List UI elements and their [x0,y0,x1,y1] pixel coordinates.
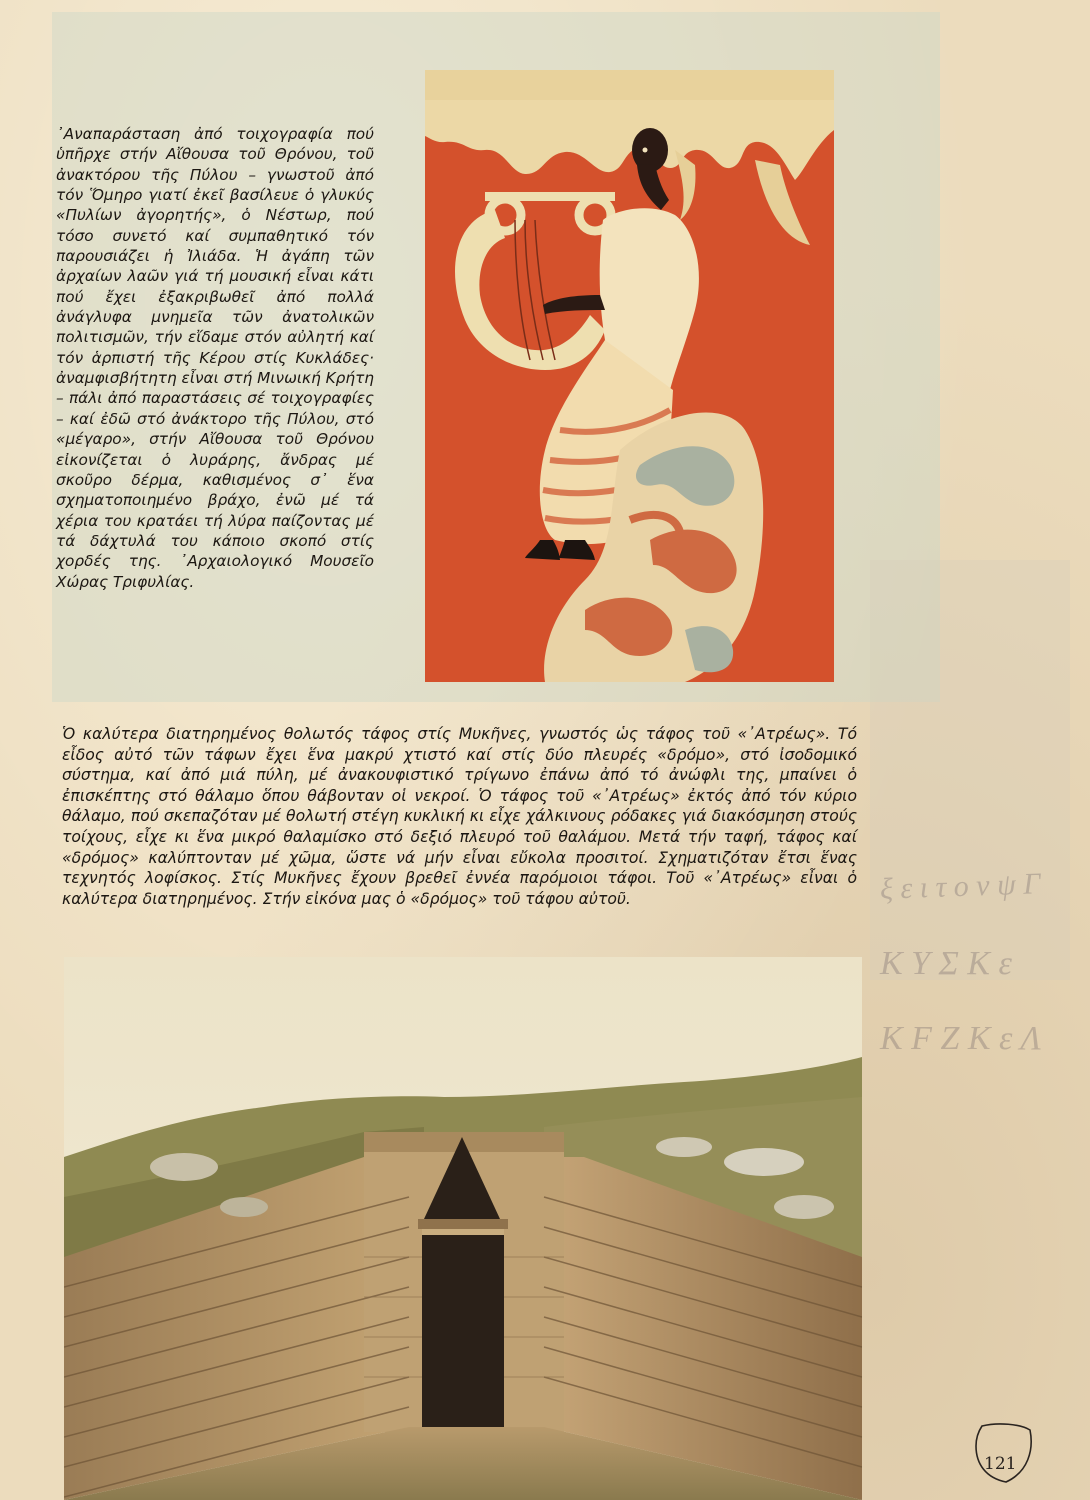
fresco-caption: ᾿Αναπαράσταση ἀπό τοιχογραφία πού ὑπῆρχε στήν Αἴθουσα τοῦ Θρόνου, τοῦ ἀνακτόρου τῆς Πύλου – γνωστοῦ ἀπό τόν Ὅμηρο γιατί ἐκεῖ βασίλευε ὁ γλυκύς «Πυλίων ἀγορητής», ὁ Νέστωρ, πού τόσο συνετό καί συμπαθητικό τόν παρουσιάζει ἡ Ἰλιάδα. Ἡ ἀγάπη τῶν ἀρχαίων λαῶν γιά τή μουσική εἶναι κάτι πού ἔχει ἐξακριβωθεῖ ἀπό πολλά ἀνάγλυφα μνημεῖα τῶν ἀνατολικῶν πολιτισμῶν, τήν εἴδαμε στόν αὐλητή καί τόν ἁρπιστή τῆς Κέρου στίς Κυκλάδες· ἀναμφισβήτητη εἶναι στή Μινωική Κρήτη – πάλι ἀπό παραστάσεις σέ τοιχογραφίες – καί ἐδῶ στό ἀνάκτορο τῆς Πύλου, στό «μέγαρο», στήν Αἴθουσα τοῦ Θρόνου εἰκονίζεται ὁ λυράρης, ἄνδρας μέ σκοῦρο δέρμα, καθισμένος σ᾿ ἕνα σχηματοποιημένο βράχο, ἐνῶ μέ τά χέρια του κρατάει τή λύρα παίζοντας μέ τά δάχτυλά του κάποιο σκοπό στίς χορδές της. ᾿Αρχαιολογικό Μουσεῖο Χώρας Τριφυλίας. [56,125,374,591]
show-through-scribble-2: K Y Σ Κ ε [880,945,1012,982]
page-number: 121 [984,1454,1017,1474]
lyre-player-fresco-image [425,70,834,682]
show-through-scribble-3: K F Z K ε Λ [880,1020,1041,1057]
shield-icon [968,1420,1038,1486]
treasury-of-atreus-dromos-photo [64,957,862,1500]
background-bleed-panel-right [870,560,1070,980]
show-through-scribble: ξ ε ι τ ο ν ψ Γ [879,867,1041,906]
page-number-badge [968,1420,1038,1486]
tomb-caption: Ὁ καλύτερα διατηρημένος θολωτός τάφος στίς Μυκῆνες, γνωστός ὡς τάφος τοῦ «᾿Ατρέως». Τό εἶδος αὐτό τῶν τάφων ἔχει ἕνα μακρύ χτιστό καί στίς δύο πλευρές «δρόμο», στό ἰσοδομικό σύστημα, καί ἀπό μιά πύλη, μέ ἀνακουφιστικό τρίγωνο ἐπάνω ἀπό τό ἀνώφλι της, μπαίνει ὁ ἐπισκέπτης στό θάλαμο ὅπου θάβονταν οἱ νεκροί. Ὁ τάφος τοῦ «᾿Ατρέως» ἐκτός ἀπό τόν κύριο θάλαμο, πού σκεπαζόταν μέ θολωτή στέγη κυκλική κι εἶχε χάλκινους ρόδακες γιά διακόσμηση στούς τοίχους, εἶχε κι ἕνα μικρό θαλαμίσκο στό δεξιό πλευρό τοῦ θαλάμου. Μετά τήν ταφή, τάφος καί «δρόμος» καλύπτονταν μέ χῶμα, ὥστε νά μήν εἶναι εὔκολα προσιτοί. Σχηματιζόταν ἔτσι ἕνας τεχνητός λοφίσκος. Στίς Μυκῆνες ἔχουν βρεθεῖ ἐννέα παρόμοιοι τάφοι. Τοῦ «᾿Ατρέως» εἶναι ὁ καλύτερα διατηρημένος. Στήν εἰκόνα μας ὁ «δρόμος» τοῦ τάφου αὐτοῦ. [62,725,857,908]
